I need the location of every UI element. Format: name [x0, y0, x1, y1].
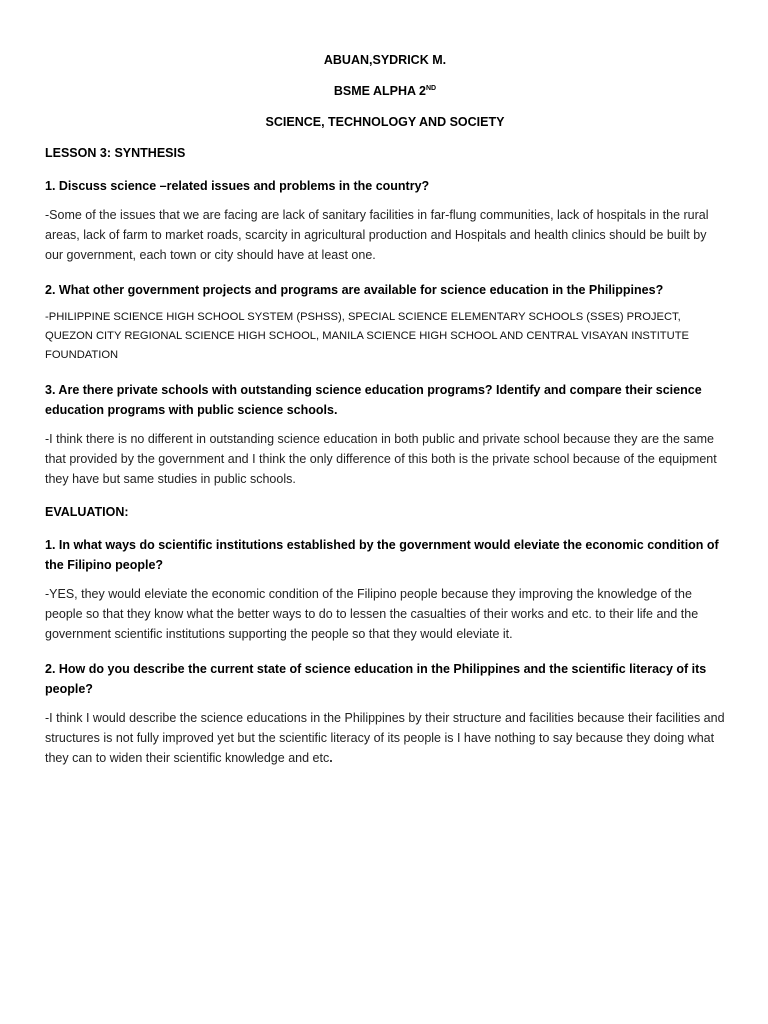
- subject-title: SCIENCE, TECHNOLOGY AND SOCIETY: [265, 115, 505, 129]
- evaluation-title: EVALUATION:: [45, 505, 129, 519]
- course-line: [45, 83, 725, 99]
- evaluation-answer-1: -YES, they would eleviate the economic condition of the Filipino people because they improving the knowledge of the people so that they know what the better ways to do to lessen the casualties of their works and etc. to their life and the government scientific institutions supporting the people so that they would eleviate it.: [45, 587, 699, 641]
- document-page: [45, 40, 725, 768]
- evaluation-question-1: 1. In what ways do scientific institutions established by the government would eleviate the economic condition of the Filipino people?: [45, 538, 719, 572]
- synthesis-answer-1: -Some of the issues that we are facing are lack of sanitary facilities in far-flung communities, lack of hospitals in the rural areas, lack of farm to market roads, scarcity in agricultural production and Hospitals and health clinics should be built by our government, each town or city should have at least one.: [45, 208, 709, 262]
- synthesis-question-2: 2. What other government projects and programs are available for science education in the Philippines?: [45, 283, 664, 297]
- evaluation-answer-2: [45, 708, 725, 768]
- synthesis-question-3: 3. Are there private schools with outstanding science education programs? Identify and compare their science education programs with public science schools.: [45, 383, 702, 417]
- synthesis-answer-3: -I think there is no different in outstanding science education in both public and private school because they are the same that provided by the government and I think the only difference of this both is the private school because of the equipment they have but same studies in public schools.: [45, 432, 717, 486]
- evaluation-answer-2-period: .: [329, 751, 333, 765]
- lesson-title: LESSON 3: SYNTHESIS: [45, 146, 186, 160]
- student-name: ABUAN,SYDRICK M.: [323, 53, 447, 67]
- synthesis-answer-2: -PHILIPPINE SCIENCE HIGH SCHOOL SYSTEM (PSHSS), SPECIAL SCIENCE ELEMENTARY SCHOOLS (SSES) PROJECT, QUEZON CITY REGIONAL SCIENCE HIGH SCHOOL, MANILA SCIENCE HIGH SCHOOL AND CENTRAL VISAYAN INSTITUTE FOUNDATION: [45, 311, 690, 361]
- course-superscript: ND: [426, 85, 437, 92]
- evaluation-question-2: 2. How do you describe the current state of science education in the Philippines and the scientific literacy of its people?: [45, 662, 707, 696]
- synthesis-question-1: 1. Discuss science –related issues and problems in the country?: [45, 179, 430, 193]
- course-text: BSME ALPHA 2: [333, 84, 426, 98]
- evaluation-answer-2-text: -I think I would describe the science educations in the Philippines by their structure and facilities because their facilities and structures is not fully improved yet but the scientific literacy of its people is I have nothing to say because they doing what they can to widen their scientific knowledge and etc: [45, 711, 725, 765]
